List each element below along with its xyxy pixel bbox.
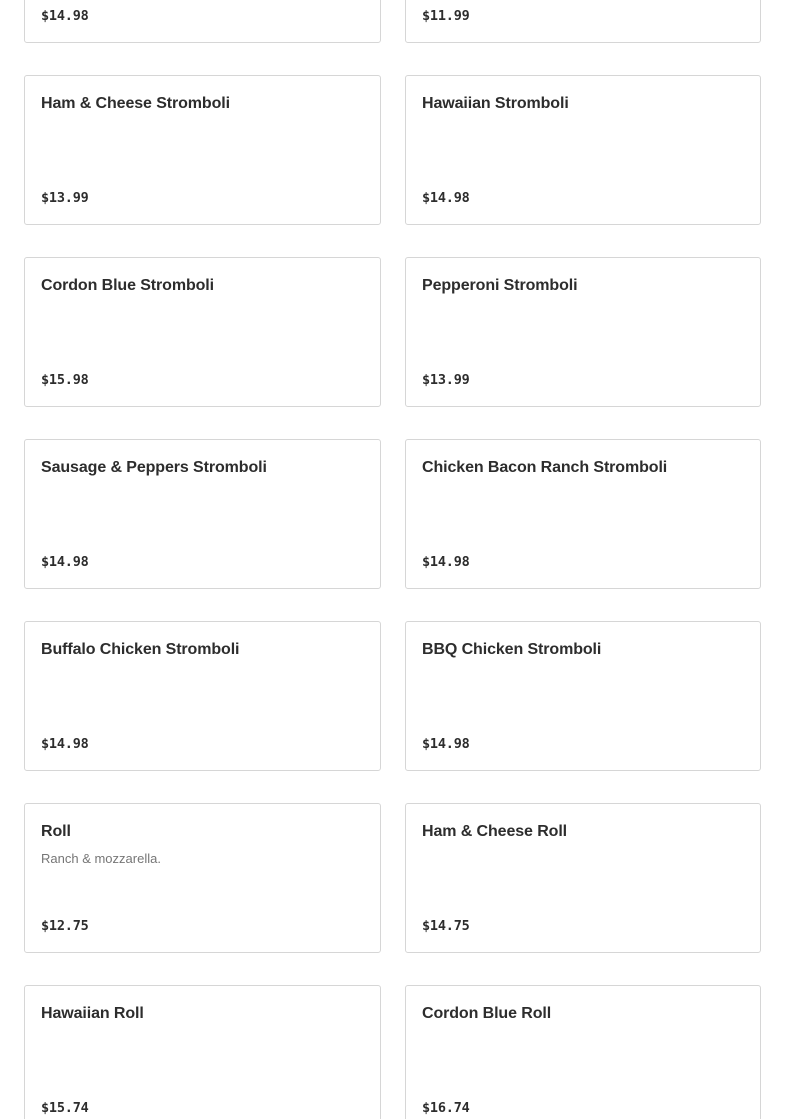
menu-item-price: $16.74 xyxy=(422,1100,470,1116)
menu-item-card[interactable] xyxy=(405,439,761,589)
menu-item-description: Ranch & mozzarella. xyxy=(41,851,161,866)
menu-item-card[interactable] xyxy=(24,0,381,43)
menu-item-price: $14.98 xyxy=(422,554,470,570)
menu-item-name: Cordon Blue Roll xyxy=(422,1005,552,1022)
menu-items-grid xyxy=(24,0,761,1119)
menu-item-price: $15.74 xyxy=(41,1100,89,1116)
menu-item-card[interactable] xyxy=(24,439,381,589)
menu-item-price: $14.75 xyxy=(422,918,470,934)
menu-item-card[interactable] xyxy=(405,75,761,225)
menu-item-price: $12.75 xyxy=(41,918,89,934)
menu-item-price: $14.98 xyxy=(41,554,89,570)
menu-item-card[interactable] xyxy=(24,803,381,953)
menu-item-price: $14.98 xyxy=(41,8,89,24)
menu-item-card[interactable] xyxy=(24,257,381,407)
menu-item-card[interactable] xyxy=(405,257,761,407)
menu-item-name: Hawaiian Roll xyxy=(41,1005,144,1022)
menu-item-name: BBQ Chicken Stromboli xyxy=(422,641,602,658)
menu-item-price: $13.99 xyxy=(422,372,470,388)
menu-item-card[interactable] xyxy=(24,985,381,1119)
menu-item-card[interactable] xyxy=(405,803,761,953)
menu-item-name: Chicken Bacon Ranch Stromboli xyxy=(422,459,668,476)
menu-item-price: $14.98 xyxy=(422,190,470,206)
menu-item-name: Ham & Cheese Roll xyxy=(422,823,568,840)
menu-item-name: Pepperoni Stromboli xyxy=(422,277,578,294)
menu-item-name: Cordon Blue Stromboli xyxy=(41,277,215,294)
menu-item-price: $14.98 xyxy=(422,736,470,752)
menu-item-price: $13.99 xyxy=(41,190,89,206)
menu-item-card[interactable] xyxy=(24,621,381,771)
menu-item-card[interactable] xyxy=(405,985,761,1119)
menu-item-name: Ham & Cheese Stromboli xyxy=(41,95,230,112)
menu-item-card[interactable] xyxy=(24,75,381,225)
menu-item-card[interactable] xyxy=(405,621,761,771)
menu-item-card[interactable] xyxy=(405,0,761,43)
menu-item-price: $15.98 xyxy=(41,372,89,388)
menu-item-name: Buffalo Chicken Stromboli xyxy=(41,641,240,658)
menu-item-price: $14.98 xyxy=(41,736,89,752)
menu-item-price: $11.99 xyxy=(422,8,470,24)
menu-item-name: Roll xyxy=(41,823,71,840)
menu-item-name: Hawaiian Stromboli xyxy=(422,95,569,112)
menu-item-name: Sausage & Peppers Stromboli xyxy=(41,459,267,476)
